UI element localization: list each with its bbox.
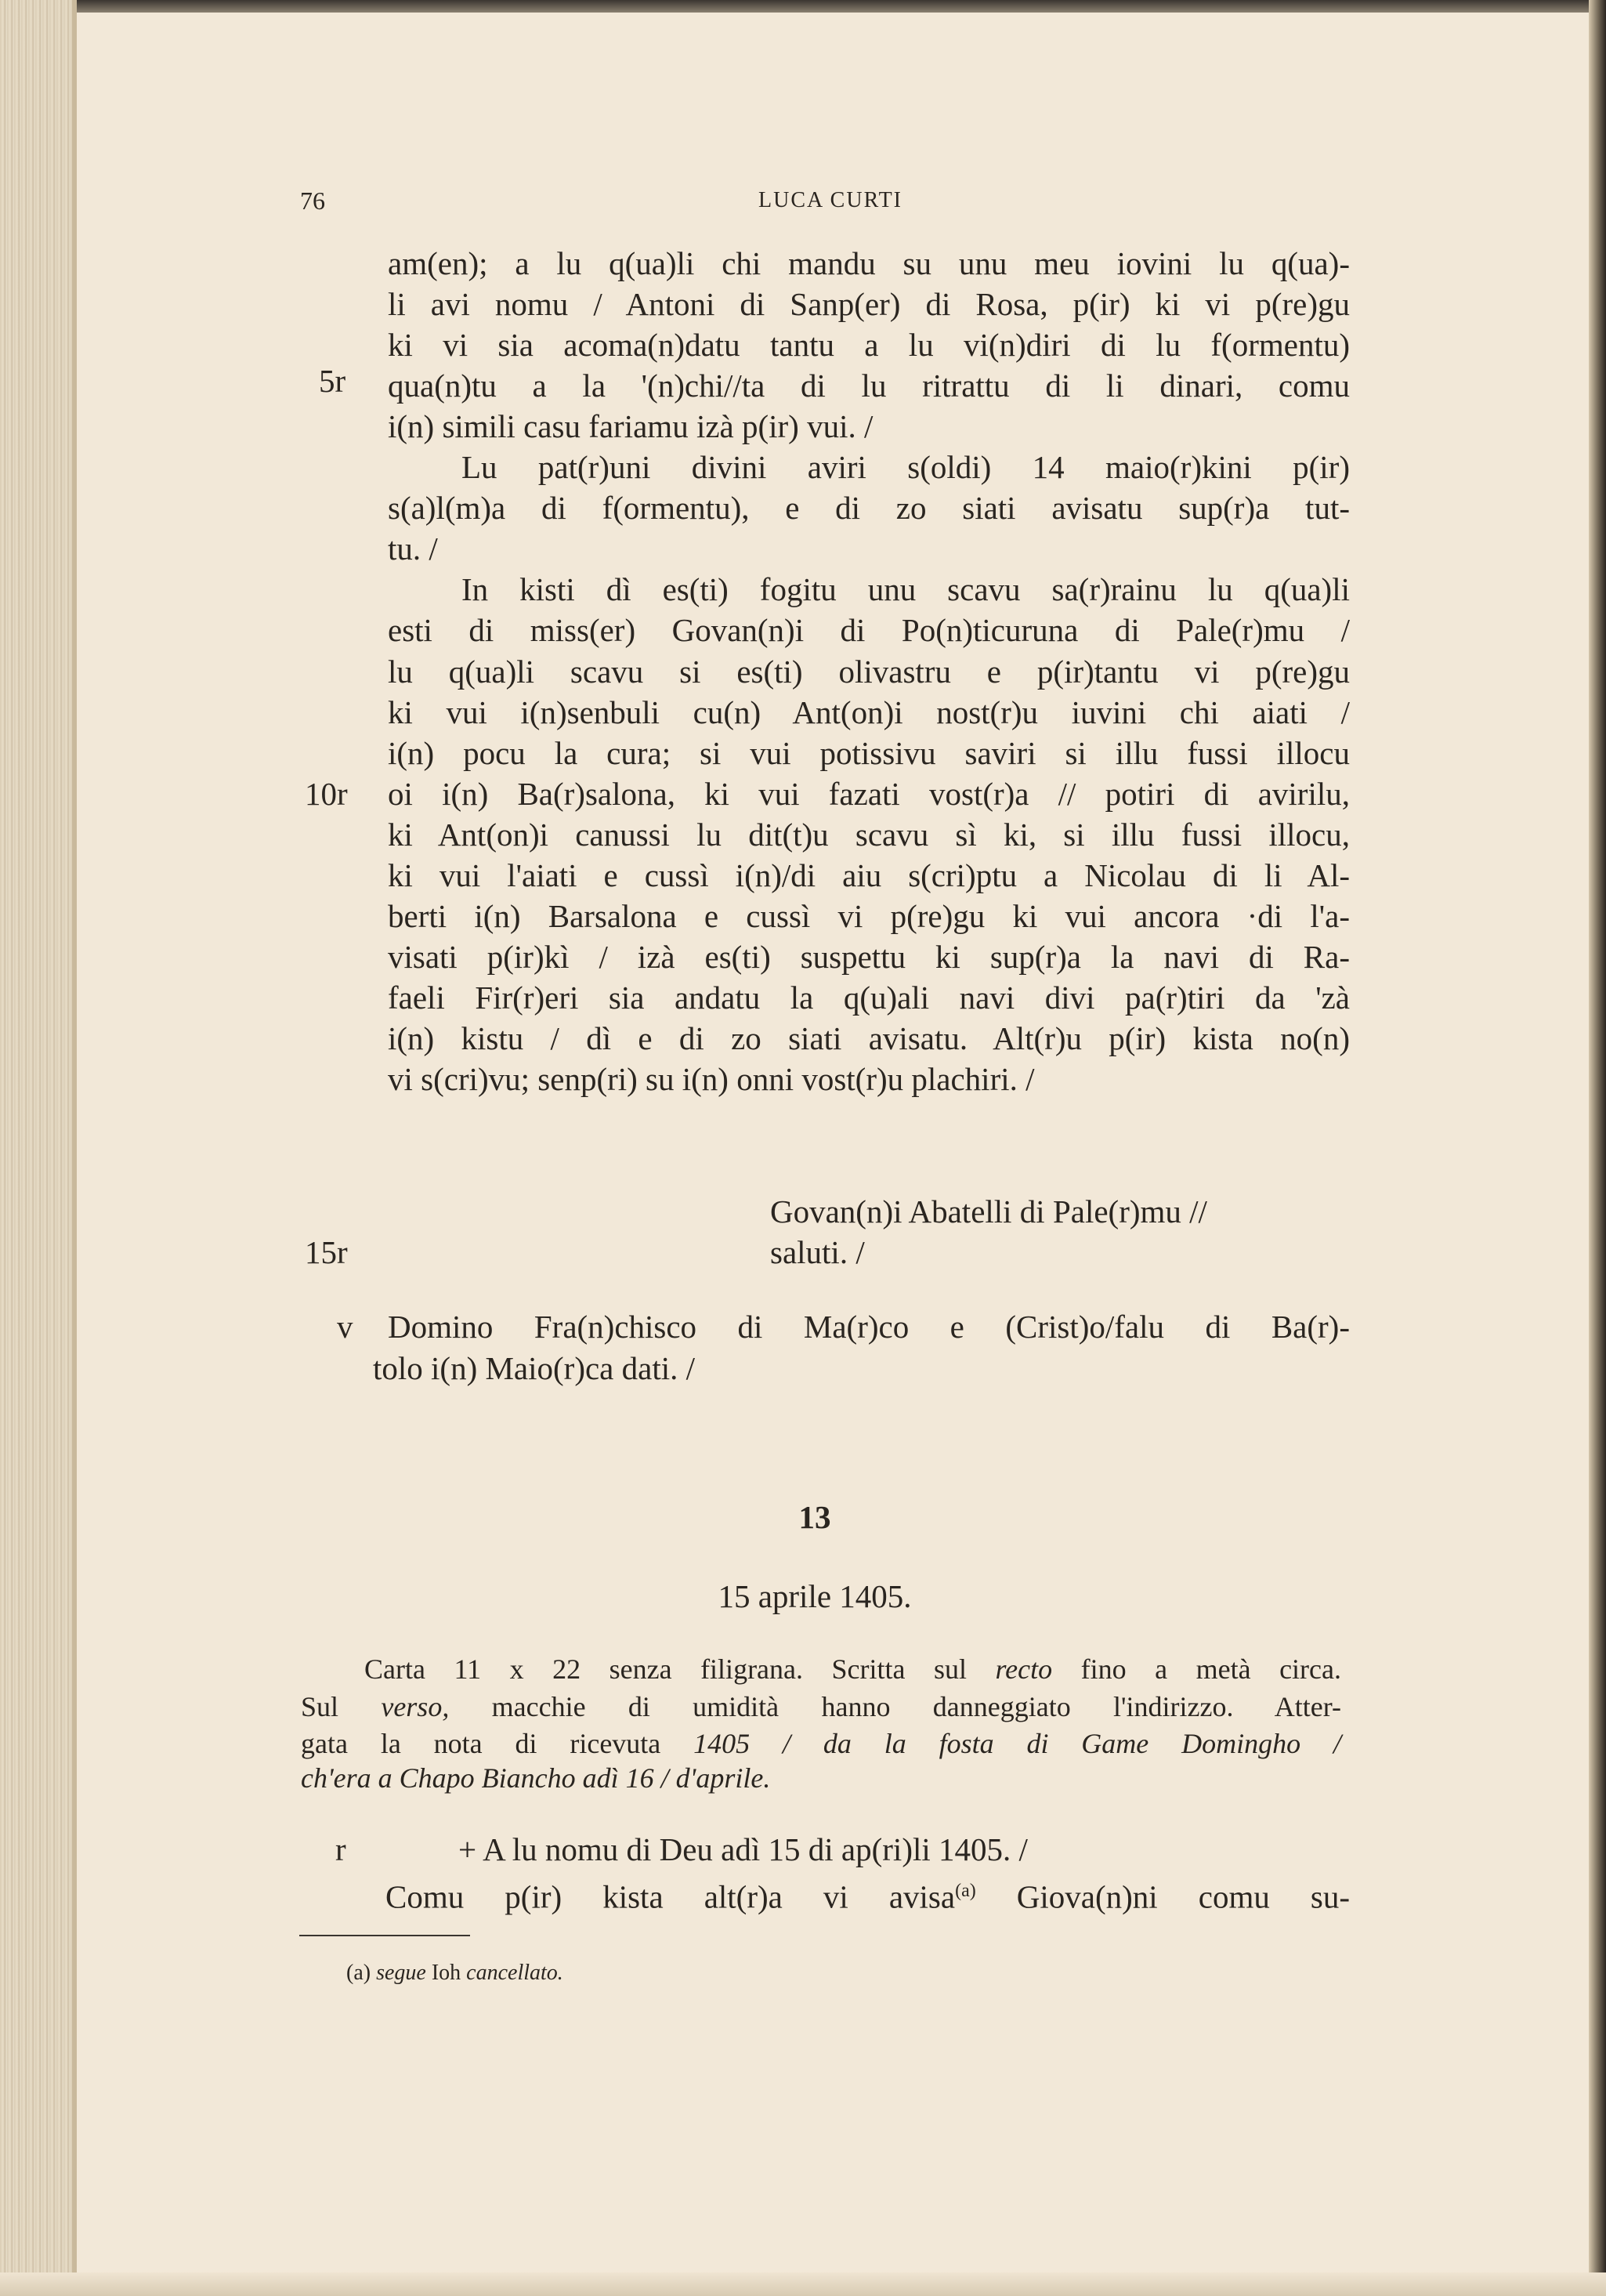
address-line-1: Domino Fra(n)chisco di Ma(r)co e (Crist)o/falu di Ba(r)- <box>388 1309 1350 1345</box>
letter-2-line-2 <box>385 1870 1351 1915</box>
address-line-2: tolo i(n) Maio(r)ca dati. / <box>373 1350 696 1386</box>
footnote-mark: (a) <box>346 1961 371 1985</box>
body-line: faeli Fir(r)eri sia andatu la q(u)ali navi divi pa(r)tiri da 'zà <box>388 979 1350 1016</box>
page-stack-edge <box>0 0 75 2296</box>
margin-recto: r <box>335 1831 346 1867</box>
fn-italic: cancellato. <box>461 1961 563 1985</box>
fn-italic: segue <box>371 1961 432 1985</box>
fn-text: Ioh <box>431 1961 461 1985</box>
body-line: s(a)l(m)a di f(ormentu), e di zo siati avisatu sup(r)a tut- <box>388 490 1350 527</box>
desc-text: fino a metà circa. <box>1052 1653 1341 1685</box>
signature-line-1: Govan(n)i Abatelli di Pale(r)mu // <box>770 1193 1207 1229</box>
scan-bottom-edge <box>0 2272 1606 2296</box>
body-line: am(en); a lu q(ua)li chi mandu su unu meu iovini lu q(ua)- <box>388 245 1350 281</box>
body-line: ki vui l'aiati e cussì i(n)/di aiu s(cri)ptu a Nicolau di li Al- <box>388 856 1350 893</box>
body-line: visati p(ir)kì / izà es(ti) suspettu ki sup(r)a la navi di Ra- <box>388 938 1350 975</box>
running-title: LUCA CURTI <box>758 188 902 212</box>
body-line: In kisti dì es(ti) fogitu unu scavu sa(r)rainu lu q(ua)li <box>461 571 1350 608</box>
letter-2-line-1: + A lu nomu di Deu adì 15 di ap(ri)li 1405. / <box>458 1831 1028 1867</box>
body-line: ki vi sia acoma(n)datu tantu a lu vi(n)diri di lu f(ormentu) <box>388 327 1350 364</box>
description-line-3 <box>301 1726 1341 1762</box>
body-line: i(n) simili casu fariamu izà p(ir) vui. / <box>388 408 874 445</box>
body-line: vi s(cri)vu; senp(ri) su i(n) onni vost(r)u plachiri. / <box>388 1061 1035 1097</box>
desc-italic: 1405 / da la fosta di Game Domingho / <box>693 1728 1341 1759</box>
body-line: esti di miss(er) Govan(n)i di Po(n)ticuruna di Pale(r)mu / <box>388 612 1350 649</box>
desc-italic: recto <box>995 1653 1053 1685</box>
body-line: i(n) kistu / dì e di zo siati avisatu. Alt(r)u p(ir) kista no(n) <box>388 1019 1350 1056</box>
body-line: lu q(ua)li scavu si es(ti) olivastru e p(ir)tantu vi p(re)gu <box>388 653 1350 690</box>
margin-line-15: 15r <box>305 1234 348 1270</box>
description-line-2 <box>301 1689 1341 1726</box>
body-line: Lu pat(r)uni divini aviri s(oldi) 14 maio(r)kini p(ir) <box>461 449 1350 486</box>
body-line: berti i(n) Barsalona e cussì vi p(re)gu ki vui ancora ·di l'a- <box>388 897 1350 934</box>
body-line: i(n) pocu la cura; si vui potissivu saviri si illu fussi illocu <box>388 734 1350 771</box>
text: Giova(n)ni comu su- <box>975 1878 1351 1915</box>
description-line-1 <box>364 1651 1341 1688</box>
body-line: ki Ant(on)i canussi lu dit(t)u scavu sì ki, si illu fussi illocu, <box>388 816 1350 853</box>
text: Comu p(ir) kista alt(r)a vi avisa <box>385 1878 956 1915</box>
document-date: 15 aprile 1405. <box>718 1578 912 1614</box>
footnote <box>346 1959 563 1987</box>
scan-right-edge <box>1589 0 1606 2296</box>
body-line: tu. / <box>388 531 438 567</box>
body-line: oi i(n) Ba(r)salona, ki vui fazati vost(r)a // potiri di avirilu, <box>388 775 1350 812</box>
desc-text: macchie di umidità hanno danneggiato l'indirizzo. Atter- <box>449 1691 1342 1722</box>
desc-text: Carta 11 x 22 senza filigrana. Scritta sul <box>364 1653 996 1685</box>
desc-text: Sul <box>301 1691 382 1722</box>
page-number: 76 <box>300 187 325 215</box>
margin-verso: v <box>337 1309 353 1345</box>
document-number: 13 <box>798 1499 831 1535</box>
body-line: ki vui i(n)senbuli cu(n) Ant(on)i nost(r)u iuvini chi aiati / <box>388 694 1350 730</box>
body-line: qua(n)tu a la '(n)chi//ta di lu ritrattu di li dinari, comu <box>388 368 1350 404</box>
footnote-ref: (a) <box>955 1881 976 1901</box>
description-line-4 <box>301 1760 770 1797</box>
body-line: li avi nomu / Antoni di Sanp(er) di Rosa, p(ir) ki vi p(re)gu <box>388 286 1350 323</box>
margin-line-10: 10r <box>305 776 348 812</box>
desc-text: gata la nota di ricevuta <box>301 1728 694 1759</box>
desc-italic: verso, <box>381 1691 450 1722</box>
page-edge-shadow <box>72 0 77 2296</box>
desc-italic: ch'era a Chapo Biancho adì 16 / d'aprile. <box>301 1762 771 1794</box>
scan-top-edge <box>0 0 1606 13</box>
margin-line-5: 5r <box>319 363 346 399</box>
footnote-rule <box>299 1935 470 1936</box>
signature-line-2: saluti. / <box>770 1234 865 1270</box>
